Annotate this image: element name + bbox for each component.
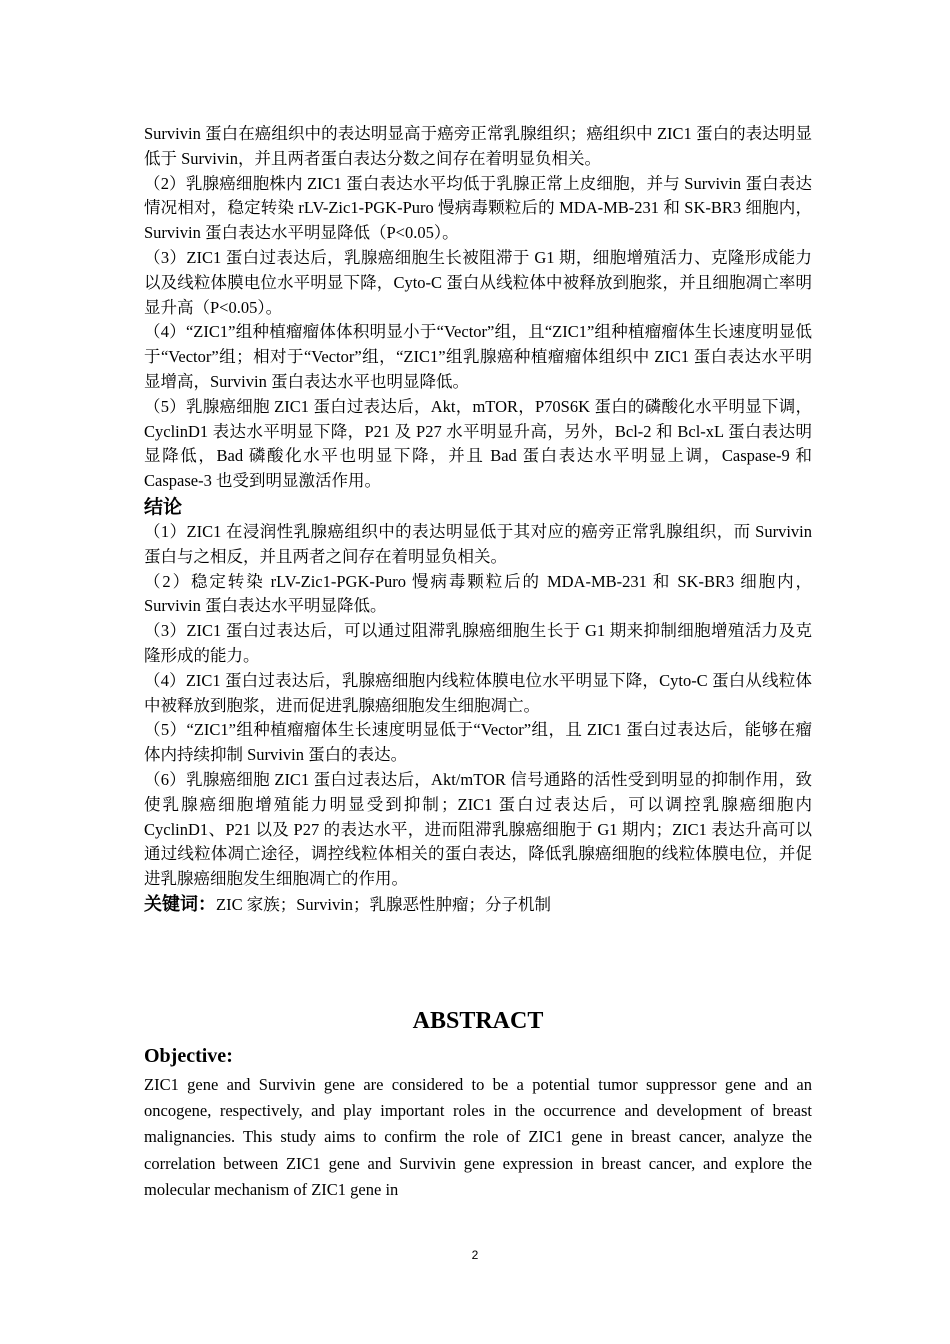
abstract-body [144, 1042, 812, 1203]
conclusion-item-6: （6）乳腺癌细胞 ZIC1 蛋白过表达后，Akt/mTOR 信号通路的活性受到明显的抑制作用，致使乳腺癌细胞增殖能力明显受到抑制；ZIC1 蛋白过表达后，可以调控乳腺癌细胞内 CyclinD1、P21 以及 P27 的表达水平，进而阻滞乳腺癌细胞于 G1 期内；ZIC1 表达升高可以通过线粒体凋亡途径，调控线粒体相关的蛋白表达，降低乳腺癌细胞的线粒体膜电位，并促进乳腺癌细胞发生细胞凋亡的作用。 [144, 769, 812, 889]
abstract-title: ABSTRACT [412, 1008, 544, 1034]
conclusion-heading: 结论 [144, 495, 183, 518]
page-number: 2 [471, 1248, 479, 1262]
conclusion-item-5: （5）“ZIC1”组种植瘤瘤体生长速度明显低于“Vector”组，且 ZIC1 蛋白过表达后，能够在瘤体内持续抑制 Survivin 蛋白的表达。 [144, 720, 812, 765]
conclusion-item-2: （2）稳定转染 rLV-Zic1-PGK-Puro 慢病毒颗粒后的 MDA-MB-231 和 SK-BR3 细胞内，Survivin 蛋白表达水平明显降低。 [144, 571, 812, 616]
results-paragraph-1-cont: Survivin 蛋白在癌组织中的表达明显高于癌旁正常乳腺组织；癌组织中 ZIC1 蛋白的表达明显低于 Survivin，并且两者蛋白表达分数之间存在着明显负相关。 [144, 124, 812, 168]
conclusion-item-4: （4）ZIC1 蛋白过表达后，乳腺癌细胞内线粒体膜电位水平明显下降，Cyto-C 蛋白从线粒体中被释放到胞浆，进而促进乳腺癌细胞发生细胞凋亡。 [144, 670, 812, 715]
page-content [144, 122, 812, 1199]
keywords-label: 关键词： [144, 893, 216, 915]
results-item-3: （3）ZIC1 蛋白过表达后，乳腺癌细胞生长被阻滞于 G1 期，细胞增殖活力、克隆形成能力以及线粒体膜电位水平明显下降，Cyto-C 蛋白从线粒体中被释放到胞浆，并且细胞凋亡率明显升高（P<0.05）。 [144, 247, 812, 317]
results-item-4: （4）“ZIC1”组种植瘤瘤体体积明显小于“Vector”组，且“ZIC1”组种植瘤瘤体生长速度明显低于“Vector”组；相对于“Vector”组，“ZIC1”组乳腺癌种植瘤瘤体组织中 ZIC1 蛋白表达水平明显增高，Survivin 蛋白表达水平也明显降低。 [144, 322, 812, 391]
keywords-text: ZIC 家族；Survivin；乳腺恶性肿瘤；分子机制 [216, 894, 552, 914]
objective-heading: Objective: [144, 1045, 233, 1067]
conclusion-item-3: （3）ZIC1 蛋白过表达后，可以通过阻滞乳腺癌细胞生长于 G1 期来抑制细胞增殖活力及克隆形成的能力。 [144, 621, 812, 665]
objective-text: ZIC1 gene and Survivin gene are considered to be a potential tumor suppressor gene and an oncogene, respectively, and play important roles in the occurrence and development of breast malignancies. This study aims to confirm the role of ZIC1 gene in breast cancer, analyze the correlation between ZIC1 gene and Survivin gene expression in breast cancer, and explore the molecular mechanism of ZIC1 gene in [144, 1075, 812, 1199]
results-item-2: （2）乳腺癌细胞株内 ZIC1 蛋白表达水平均低于乳腺正常上皮细胞，并与 Survivin 蛋白表达情况相对，稳定转染 rLV-Zic1-PGK-Puro 慢病毒颗粒后的 MDA-MB-231 和 SK-BR3 细胞内，Survivin 蛋白表达水平明显降低（P<0.05）。 [144, 173, 812, 243]
results-item-5: （5）乳腺癌细胞 ZIC1 蛋白过表达后，Akt，mTOR，P70S6K 蛋白的磷酸化水平明显下调，CyclinD1 表达水平明显下降，P21 及 P27 水平明显升高，另外，Bcl-2 和 Bcl-xL 蛋白表达明显降低，Bad 磷酸化水平也明显下降，并且 Bad 蛋白表达水平明显上调，Caspase-9 和 Caspase-3 也受到明显激活作用。 [144, 396, 812, 491]
conclusion-item-1: （1）ZIC1 在浸润性乳腺癌组织中的表达明显低于其对应的癌旁正常乳腺组织，而 Survivin 蛋白与之相反，并且两者之间存在着明显负相关。 [144, 521, 812, 566]
keywords-line [144, 892, 812, 918]
